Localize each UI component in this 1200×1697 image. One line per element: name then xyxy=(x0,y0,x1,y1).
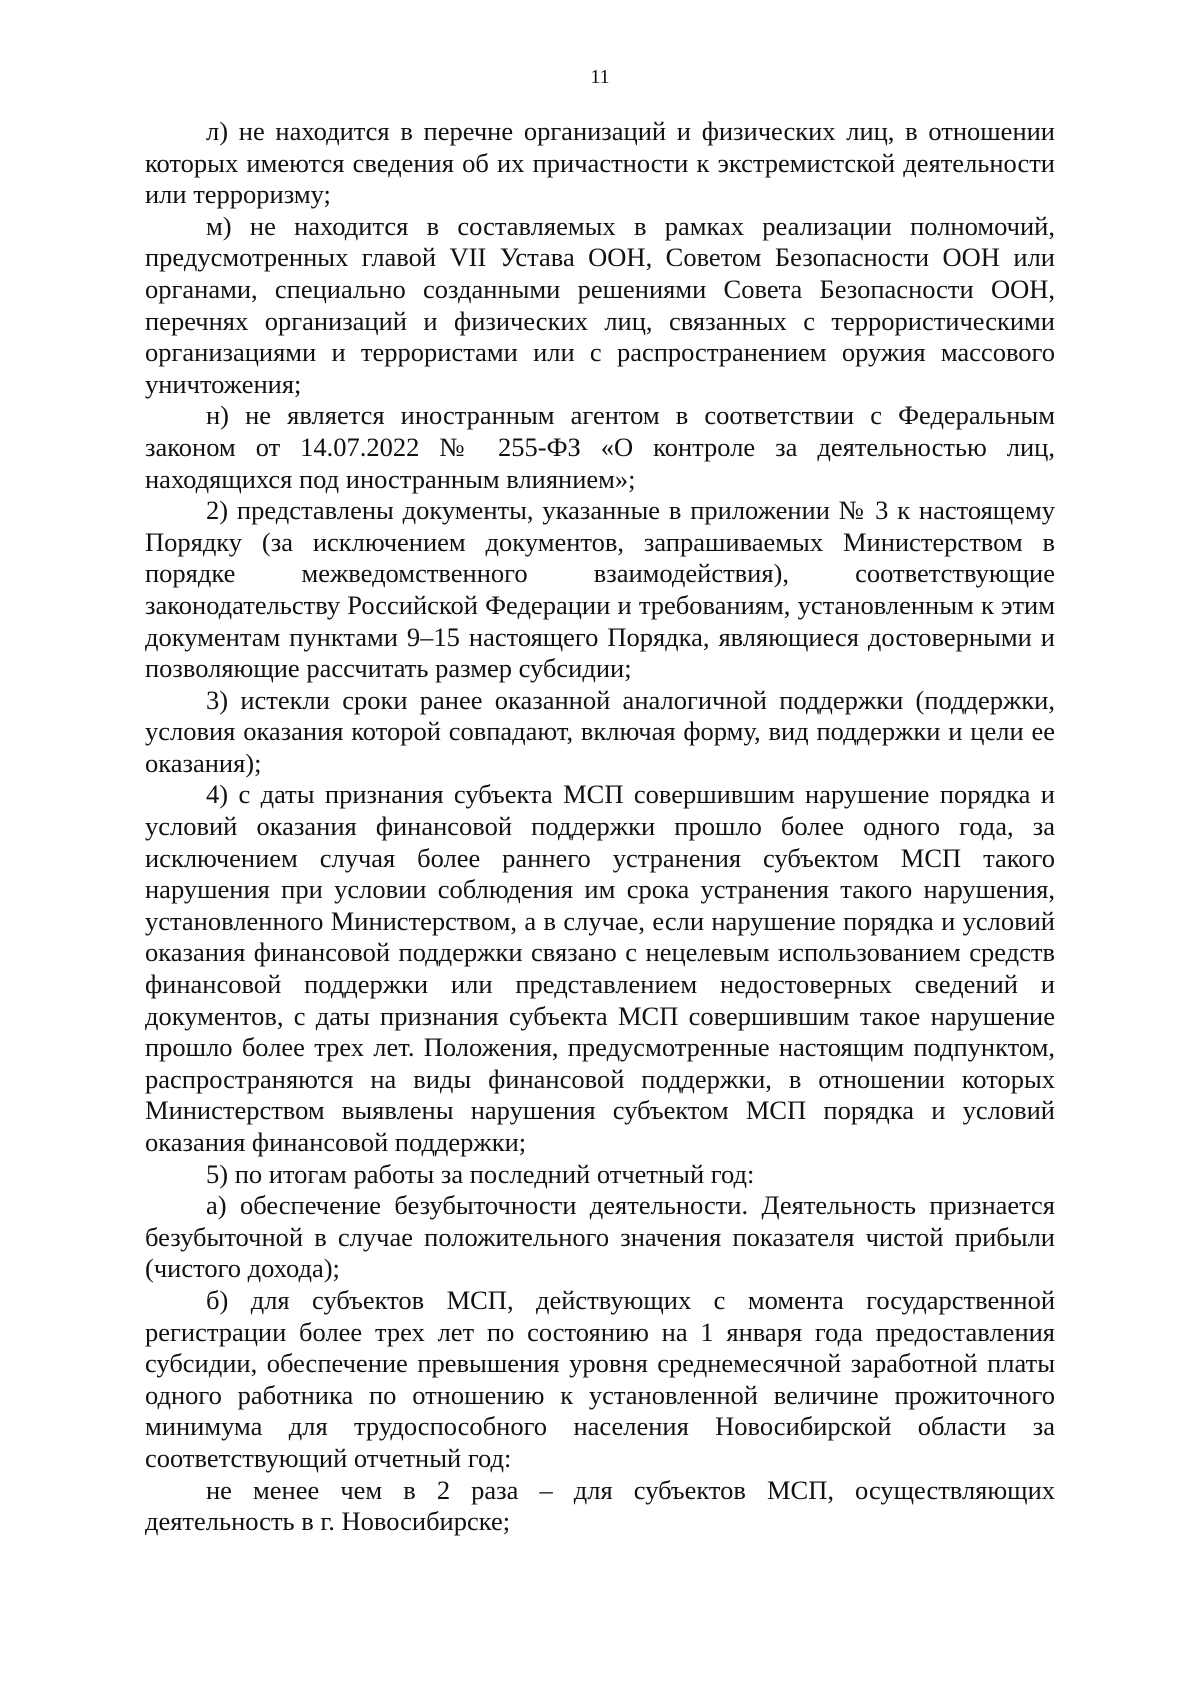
paragraph-5b: б) для субъектов МСП, действующих с момента государственной регистрации более трех лет по состоянию на 1 января года предоставления субсидии, обеспечение превышения уровня среднемесячной заработной платы одного работника по отношению к установленной величине прожиточного минимума для трудоспособного населения Новосибирской области за соответствующий отчетный год: xyxy=(145,1284,1055,1473)
document-body xyxy=(145,116,1055,1538)
paragraph-l: л) не находится в перечне организаций и физических лиц, в отношении которых имеются сведения об их причастности к экстремистской деятельности или терроризму; xyxy=(145,116,1055,210)
paragraph-5b-item: не менее чем в 2 раза – для субъектов МСП, осуществляющих деятельность в г. Новосибирске; xyxy=(145,1474,1055,1537)
paragraph-4: 4) с даты признания субъекта МСП совершившим нарушение порядка и условий оказания финансовой поддержки прошло более одного года, за исключением случая более раннего устранения субъектом МСП такого нарушения при условии соблюдения им срока устранения такого нарушения, установленного Министерством, а в случае, если нарушение порядка и условий оказания финансовой поддержки связано с нецелевым использованием средств финансовой поддержки или представлением недостоверных сведений и документов, с даты признания субъекта МСП совершившим такое нарушение прошло более трех лет. Положения, предусмотренные настоящим подпунктом, распространяются на виды финансовой поддержки, в отношении которых Министерством выявлены нарушения субъектом МСП порядка и условий оказания финансовой поддержки; xyxy=(145,779,1055,1157)
paragraph-n: н) не является иностранным агентом в соответствии с Федеральным законом от 14.07.2022 № 255-ФЗ «О контроле за деятельностью лиц, находящихся под иностранным влиянием»; xyxy=(145,400,1055,494)
paragraph-2: 2) представлены документы, указанные в приложении № 3 к настоящему Порядку (за исключением документов, запрашиваемых Министерством в порядке межведомственного взаимодействия), соответствующие законодательству Российской Федерации и требованиям, установленным к этим документам пунктами 9–15 настоящего Порядка, являющиеся достоверными и позволяющие рассчитать размер субсидии; xyxy=(145,495,1055,684)
paragraph-5: 5) по итогам работы за последний отчетный год: xyxy=(206,1158,755,1189)
page-number: 11 xyxy=(590,66,610,88)
paragraph-m: м) не находится в составляемых в рамках реализации полномочий, предусмотренных главой VII Устава ООН, Советом Безопасности ООН или органами, специально созданными решениями Совета Безопасности ООН, перечнях организаций и физических лиц, связанных с террористическими организациями и террористами или с распространением оружия массового уничтожения; xyxy=(145,210,1055,399)
paragraph-5a: а) обеспечение безубыточности деятельности. Деятельность признается безубыточной в случае положительного значения показателя чистой прибыли (чистого дохода); xyxy=(145,1190,1055,1284)
paragraph-3: 3) истекли сроки ранее оказанной аналогичной поддержки (поддержки, условия оказания которой совпадают, включая форму, вид поддержки и цели ее оказания); xyxy=(145,684,1055,778)
